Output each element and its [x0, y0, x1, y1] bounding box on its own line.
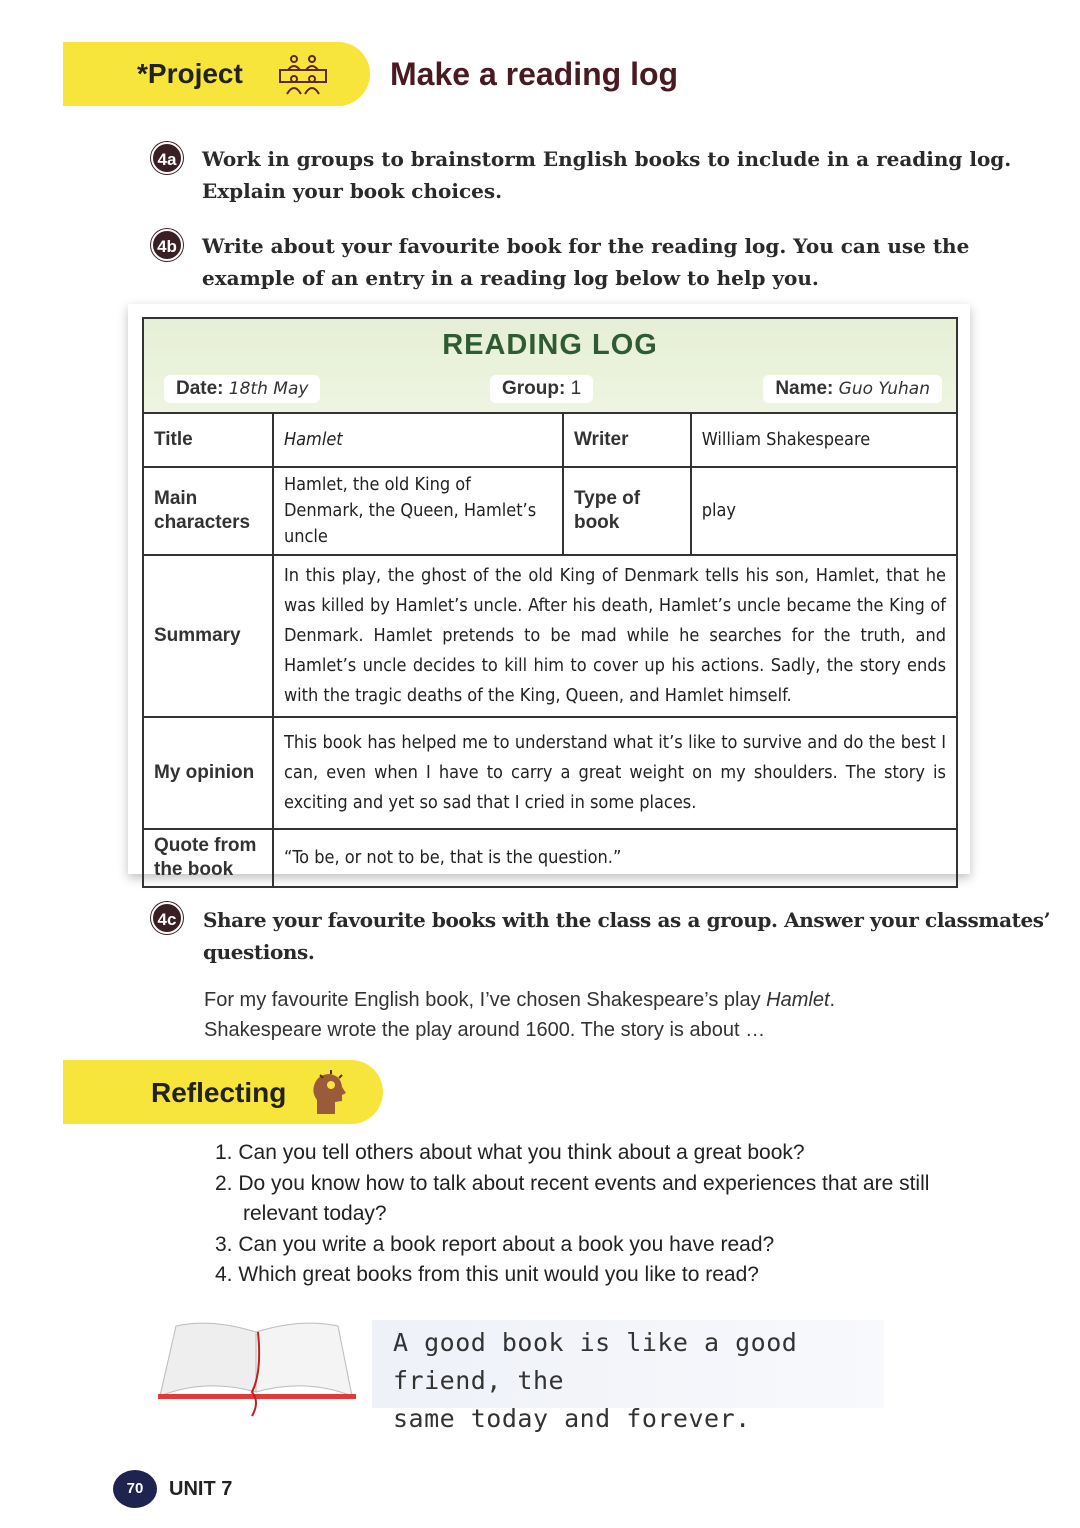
writer-label: Writer — [563, 413, 691, 467]
task-badge: 4a — [151, 142, 183, 174]
title-label: Title — [143, 413, 273, 467]
date-field: Date: 18th May — [164, 375, 320, 403]
task-4b-text: Write about your favourite book for the reading log. You can use the example of an entry in a reading log below to help you. — [202, 234, 970, 290]
reflecting-item: 2. Do you know how to talk about recent events and experiences that are still relevant today? — [215, 1171, 930, 1225]
reflecting-item: 4. Which great books from this unit would you like to read? — [215, 1263, 759, 1286]
reflecting-title: Reflecting — [151, 1077, 287, 1108]
summary-label: Summary — [143, 555, 273, 717]
task-badge: 4c — [151, 902, 183, 934]
group-field: Group: 1 — [490, 375, 593, 403]
reading-log-title: READING LOG — [442, 329, 658, 361]
page-number: 70 — [113, 1470, 157, 1508]
task-4a-text: Work in groups to brainstorm English books to include in a reading log. Explain your book choices. — [202, 147, 1012, 203]
task-4c-text: Share your favourite books with the class as a group. Answer your classmates’ questions. — [203, 908, 1051, 964]
opinion-label: My opinion — [143, 717, 273, 829]
reading-log-header — [143, 318, 957, 413]
opinion: This book has helped me to understand what it’s like to survive and do the best I can, even when I have to carry a great weight on my shoulders. The story is exciting and yet so sad that I cried in some places. — [273, 717, 957, 829]
quote-label: Quote from the book — [143, 829, 273, 887]
reflecting-list — [215, 1138, 965, 1291]
summary: In this play, the ghost of the old King of Denmark tells his son, Hamlet, that he was killed by Hamlet’s uncle. After his death, Hamlet’s uncle became the King of Denmark. Hamlet pretends to be mad while he searches for the truth, and Hamlet’s uncle decides to kill him to cover up his actions. Sadly, the story ends with the tragic deaths of the King, Queen, and Hamlet himself. — [273, 555, 957, 717]
type-label: Type of book — [563, 467, 691, 555]
writer: William Shakespeare — [691, 413, 957, 467]
unit-label: UNIT 7 — [169, 1478, 233, 1500]
reflecting-item: 1. Can you tell others about what you think about a great book? — [215, 1141, 805, 1164]
book-title: Hamlet — [273, 413, 563, 467]
quote-box — [372, 1320, 884, 1433]
group-work-icon — [277, 54, 331, 96]
characters: Hamlet, the old King of Denmark, the Queen, Hamlet’s uncle — [273, 467, 563, 555]
quote-line: A good book is like a good friend, the — [393, 1328, 798, 1395]
project-banner — [63, 42, 370, 106]
task-badge: 4b — [151, 229, 183, 261]
name-field: Name: Guo Yuhan — [763, 375, 942, 403]
book-type: play — [691, 467, 957, 555]
lightbulb-head-icon — [309, 1070, 347, 1116]
reflecting-banner — [63, 1060, 383, 1124]
reflecting-item: 3. Can you write a book report about a book you have read? — [215, 1232, 775, 1256]
reading-log-table — [142, 317, 958, 888]
open-book-illustration — [156, 1318, 358, 1418]
project-label: *Project — [137, 58, 243, 89]
quote-line: same today and forever. — [393, 1404, 751, 1433]
example-paragraph: For my favourite English book, I’ve chosen Shakespeare’s play Hamlet. Shakespeare wrote the play around 1600. The story is about … — [204, 989, 836, 1041]
page-title: Make a reading log — [390, 56, 679, 92]
characters-label: Main characters — [143, 467, 273, 555]
quote: “To be, or not to be, that is the question.” — [273, 829, 957, 887]
